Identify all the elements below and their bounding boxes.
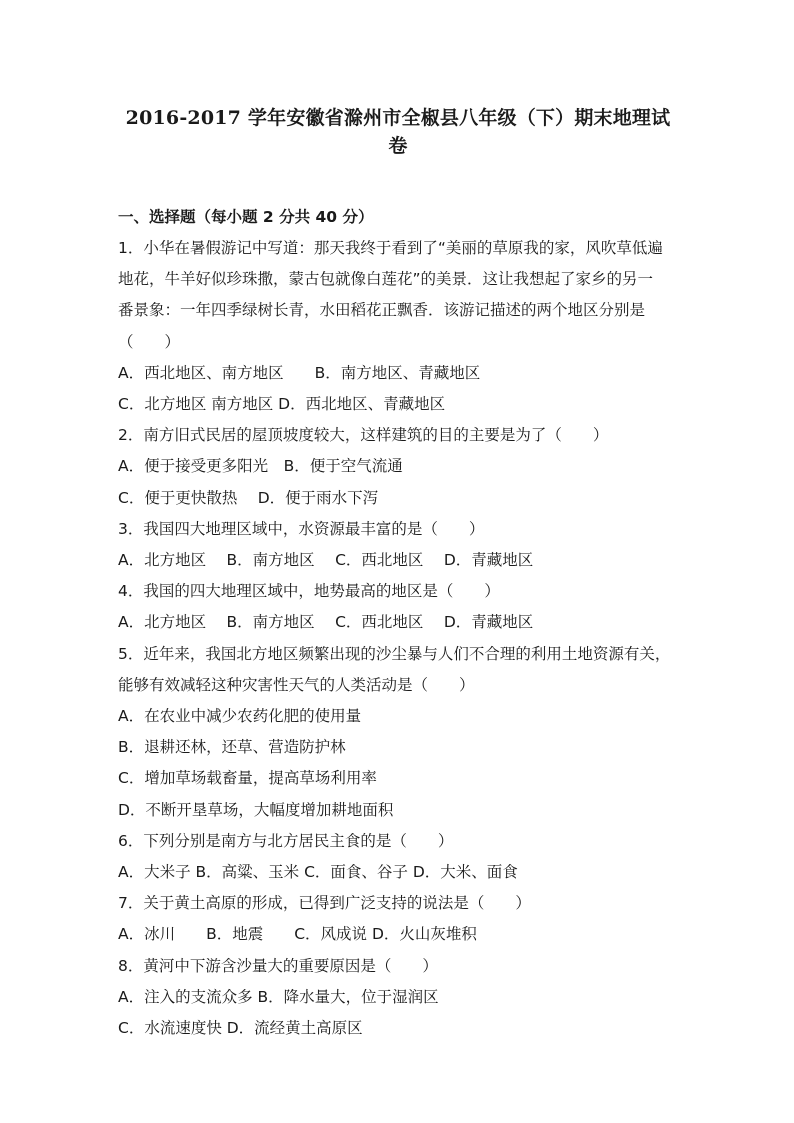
answer-option-line: D．不断开垦草场，大幅度增加耕地面积 xyxy=(118,800,394,819)
question-6 xyxy=(118,826,678,888)
question-stem-line: 7．关于黄土高原的形成，已得到广泛支持的说法是（ ） xyxy=(118,894,531,913)
answer-option-line: C．便于更快散热 D．便于雨水下泻 xyxy=(118,488,379,507)
answer-option-line: C．增加草场载畜量，提高草场利用率 xyxy=(118,769,377,788)
answer-options xyxy=(118,982,678,1044)
question-5 xyxy=(118,639,678,826)
answer-options xyxy=(118,607,678,638)
question-4 xyxy=(118,576,678,638)
answer-options xyxy=(118,451,678,513)
exam-title: 2016-2017 学年安徽省滁州市全椒县八年级（下）期末地理试卷 xyxy=(125,107,671,157)
question-stem-line: 2．南方旧式民居的屋顶坡度较大，这样建筑的目的主要是为了（ ） xyxy=(118,426,609,445)
question-stem-line: 3．我国四大地理区域中，水资源最丰富的是（ ） xyxy=(118,519,485,538)
answer-options xyxy=(118,919,678,950)
answer-option-line: A．在农业中减少农药化肥的使用量 xyxy=(118,707,362,726)
answer-option-line: C．北方地区 南方地区 D．西北地区、青藏地区 xyxy=(118,395,446,414)
question-stem xyxy=(118,576,678,607)
question-2 xyxy=(118,420,678,514)
answer-options xyxy=(118,857,678,888)
answer-options xyxy=(118,545,678,576)
answer-option-line: A．冰川 B．地震 C．风成说 D．火山灰堆积 xyxy=(118,925,477,944)
section-heading: 一、选择题（每小题 2 分共 40 分） xyxy=(118,208,374,226)
question-stem-line: 6．下列分别是南方与北方居民主食的是（ ） xyxy=(118,831,454,850)
question-stem-line: （ ） xyxy=(118,332,181,351)
answer-option-line: A．便于接受更多阳光 B．便于空气流通 xyxy=(118,457,403,476)
question-stem xyxy=(118,826,678,857)
question-stem xyxy=(118,233,678,358)
question-3 xyxy=(118,514,678,576)
question-stem-line: 番景象：一年四季绿树长青，水田稻花正飘香．该游记描述的两个地区分别是 xyxy=(118,301,646,320)
answer-options xyxy=(118,701,678,826)
answer-option-line: A．北方地区 B．南方地区 C．西北地区 D．青藏地区 xyxy=(118,613,534,632)
answer-option-line: A．注入的支流众多 B．降水量大，位于湿润区 xyxy=(118,987,439,1006)
question-stem xyxy=(118,951,678,982)
question-stem-line: 4．我国的四大地理区域中，地势最高的地区是（ ） xyxy=(118,582,500,601)
question-stem-line: 1．小华在暑假游记中写道：那天我终于看到了“美丽的草原我的家，风吹草低遍 xyxy=(118,239,663,257)
question-stem xyxy=(118,514,678,545)
question-list xyxy=(118,233,678,1044)
question-stem xyxy=(118,888,678,919)
question-stem-line: 8．黄河中下游含沙量大的重要原因是（ ） xyxy=(118,956,438,975)
question-stem xyxy=(118,639,678,701)
answer-option-line: C．水流速度快 D．流经黄土高原区 xyxy=(118,1019,363,1038)
answer-option-line: A．北方地区 B．南方地区 C．西北地区 D．青藏地区 xyxy=(118,551,534,570)
question-stem-line: 能够有效减轻这种灾害性天气的人类活动是（ ） xyxy=(118,675,475,694)
answer-option-line: A．西北地区、南方地区 B．南方地区、青藏地区 xyxy=(118,363,481,382)
question-7 xyxy=(118,888,678,950)
answer-option-line: B．退耕还林，还草、营造防护林 xyxy=(118,738,346,757)
question-8 xyxy=(118,951,678,1045)
answer-option-line: A．大米子 B．高粱、玉米 C．面食、谷子 D．大米、面食 xyxy=(118,863,518,882)
question-stem-line: 地花，牛羊好似珍珠撒，蒙古包就像白莲花”的美景．这让我想起了家乡的另一 xyxy=(118,270,654,289)
answer-options xyxy=(118,358,678,420)
question-1 xyxy=(118,233,678,420)
question-stem-line: 5．近年来，我国北方地区频繁出现的沙尘暴与人们不合理的利用土地资源有关， xyxy=(118,644,671,663)
question-stem xyxy=(118,420,678,451)
